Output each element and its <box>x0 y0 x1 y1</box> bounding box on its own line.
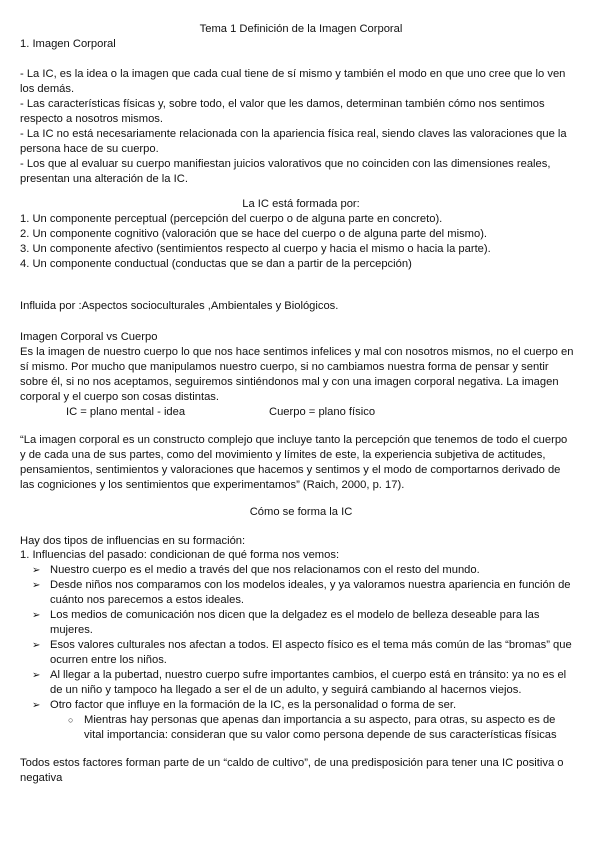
vs-paragraph <box>20 345 582 405</box>
text-line: presentan una alteración de la IC. <box>20 173 188 185</box>
past-influences-list <box>20 563 582 743</box>
arrow-bullet-icon: ➢ <box>32 700 41 711</box>
text-line: sí mismo. Por mucho que manipulamos nuestro cuerpo, si no cambiamos nuestra forma de pensar y sentir <box>20 361 549 373</box>
text-line: Mientras hay personas que apenas dan importancia a su aspecto, para otras, su aspecto es de <box>84 714 556 726</box>
text-line: cuánto nos parecemos a estos ideales. <box>50 594 245 606</box>
arrow-bullet-icon: ➢ <box>32 565 41 576</box>
document-title: Tema 1 Definición de la Imagen Corporal <box>199 23 403 35</box>
list-item <box>20 563 582 578</box>
closing-paragraph <box>20 756 582 786</box>
list-item <box>20 698 582 713</box>
list-item <box>20 578 582 608</box>
vs-comparison-row <box>20 405 582 420</box>
list-item: 3. Un componente afectivo (sentimientos respecto al cuerpo y hacia el mismo o hacia la parte). <box>20 243 491 255</box>
text-line: Otro factor que influye en la formación de la IC, es la personalidad o forma de ser. <box>50 699 457 711</box>
text-line: las cogniciones y los sentimientos que experimentamos” (Raich, 2000, p. 17). <box>20 479 405 491</box>
arrow-bullet-icon: ➢ <box>32 640 41 651</box>
text-line: Todos estos factores forman parte de un “caldo de cultivo”, de una predisposición para tener una IC positiva o <box>20 757 564 769</box>
text-line: corporal y el cuerpo son cosas distintas. <box>20 391 219 403</box>
arrow-bullet-icon: ➢ <box>32 580 41 591</box>
body-definition: Cuerpo = plano físico <box>269 406 376 418</box>
section-heading-imagen-corporal: 1. Imagen Corporal <box>20 38 116 50</box>
formation-intro: Hay dos tipos de influencias en su formación: <box>20 535 246 547</box>
text-line: y de cada una de sus partes, como del movimiento y límites de este, la experiencia subjetiva de actitudes, <box>20 449 546 461</box>
text-line: de un niño y tampoco ha llegado a ser el de un adulto, y seguirá cambiando al hacernos viejos. <box>50 684 522 696</box>
formation-heading: Cómo se forma la IC <box>249 506 353 518</box>
text-line: vital importancia: consideran que su valor como persona depende de sus características físicas <box>84 729 557 741</box>
text-line: pensamientos, sentimientos y valoraciones que hacemos y sentimos y el modo de comportarnos derivado de <box>20 464 561 476</box>
circle-bullet-icon: ○ <box>68 715 74 725</box>
text-line: “La imagen corporal es un constructo complejo que incluye tanto la percepción que tenemos de todo el cuerpo <box>20 434 568 446</box>
text-line: Al llegar a la pubertad, nuestro cuerpo sufre importantes cambios, el cuerpo está en tránsito: ya no es el <box>50 669 567 681</box>
arrow-bullet-icon: ➢ <box>32 670 41 681</box>
text-line: los demás. <box>20 83 75 95</box>
text-line: Nuestro cuerpo es el medio a través del que nos relacionamos con el resto del mundo. <box>50 564 480 576</box>
text-line: Desde niños nos comparamos con los modelos ideales, y ya valoramos nuestra apariencia en función de <box>50 579 571 591</box>
quote-paragraph <box>20 433 582 493</box>
list-item <box>20 638 582 668</box>
list-item: 4. Un componente conductual (conductas que se dan a partir de la percepción) <box>20 258 412 270</box>
text-line: - Las características físicas y, sobre todo, el valor que les damos, determinan también cómo nos sentimos <box>20 98 545 110</box>
components-list <box>20 212 582 272</box>
text-line: ocurren entre los niños. <box>50 654 167 666</box>
text-line: negativa <box>20 772 63 784</box>
text-line: sobre él, si no nos aceptamos, seguiremos sintiéndonos mal y con una imagen corporal negativa. La imagen <box>20 376 559 388</box>
influence-line: Influida por :Aspectos socioculturales ,Ambientales y Biológicos. <box>20 300 339 312</box>
text-line: mujeres. <box>50 624 93 636</box>
components-heading: La IC está formada por: <box>242 198 360 210</box>
list-item <box>20 668 582 698</box>
text-line: Esos valores culturales nos afectan a todos. El aspecto físico es el tema más común de las “bromas” que <box>50 639 572 651</box>
text-line: - La IC, es la idea o la imagen que cada cual tiene de sí mismo y también el modo en que uno cree que lo ven <box>20 68 566 80</box>
list-item: 2. Un componente cognitivo (valoración que se hace del cuerpo o de alguna parte del mismo). <box>20 228 488 240</box>
formation-item-past: 1. Influencias del pasado: condicionan de qué forma nos vemos: <box>20 549 340 561</box>
vs-heading: Imagen Corporal vs Cuerpo <box>20 331 158 343</box>
text-line: Los medios de comunicación nos dicen que la delgadez es el modelo de belleza deseable para las <box>50 609 540 621</box>
sub-list-item <box>20 713 582 743</box>
text-line: - La IC no está necesariamente relacionada con la apariencia física real, siendo claves las valoraciones que la <box>20 128 567 140</box>
ic-definition: IC = plano mental - idea <box>66 406 186 418</box>
list-item: 1. Un componente perceptual (percepción del cuerpo o de alguna parte en concreto). <box>20 213 443 225</box>
text-line: persona hace de su cuerpo. <box>20 143 159 155</box>
arrow-bullet-icon: ➢ <box>32 610 41 621</box>
text-line: - Los que al evaluar su cuerpo manifiestan juicios valorativos que no coinciden con las dimensiones reales, <box>20 158 551 170</box>
text-line: Es la imagen de nuestro cuerpo lo que nos hace sentimos infelices y mal con nosotros mismos, no el cuerpo en <box>20 346 574 358</box>
intro-paragraph <box>20 67 582 187</box>
text-line: respecto a nosotros mismos. <box>20 113 164 125</box>
list-item <box>20 608 582 638</box>
